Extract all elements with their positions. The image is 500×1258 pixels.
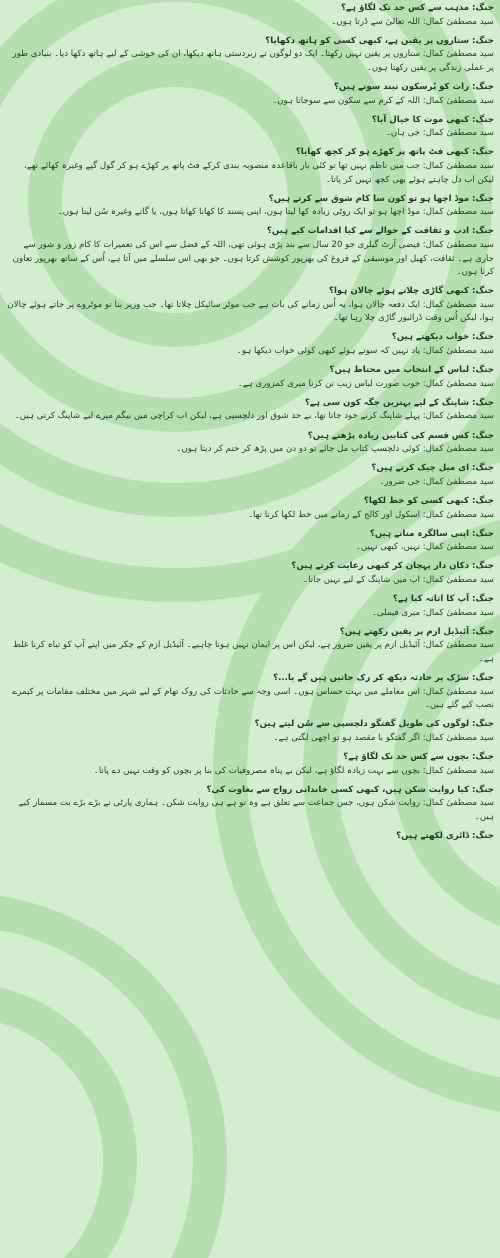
interview-question: جنگ: دکان دار پہچان کر کبھی رعایت کرتے ہیں؟ bbox=[291, 561, 494, 572]
interview-question: جنگ: کبھی موت کا خیال آیا؟ bbox=[371, 114, 494, 125]
interview-answer: سید مصطفیٰ کمال: ستاروں پر یقین نہیں رکھتا۔ ایک دو لوگوں نے زبردستی ہاتھ دیکھا، ان کی خوشی کے لیے ہاتھ دکھا دیا۔ بنیادی طور پر عملی زندگی پر یقین رکھتا ہوں۔ bbox=[12, 49, 494, 73]
interview-answer: سید مصطفیٰ کمال: فیضی آرٹ گیلری جو 20 سال سے بند پڑی ہوئی تھی، اللہ کے فضل سے اس کی تعمیرات کا کام زور و شور سے جاری ہے۔ ثقافت، کھیل اور موسیقی کے فروغ کی بھرپور کوشش کرتا ہوں۔ جو بھی اس سلسلے میں آتا ہے، اُس کے ساتھ بھرپور تعاون کرتا ہوں۔ bbox=[12, 239, 494, 278]
interview-question: جنگ: رات کو پُرسکون نیند سوتے ہیں؟ bbox=[333, 81, 494, 92]
interview-question: جنگ: کبھی گاڑی چلاتے ہوئے چالان ہوا؟ bbox=[329, 286, 494, 297]
decorative-ring bbox=[0, 1000, 120, 1258]
interview-answer: سید مصطفیٰ کمال: نہیں، کبھی نہیں۔ bbox=[355, 542, 494, 553]
interview-answer: سید مصطفیٰ کمال: ایک دفعہ چالان ہوا، یہ اُس زمانے کی بات ہے جب موٹر سائیکل چلاتا تھا۔ جب وزیر بنا تو موٹروے پر جاتے ہوئے چالان ہوا، لیکن اُس وقت ڈرائیور گاڑی چلا رہا تھا۔ bbox=[7, 299, 494, 324]
interview-question: جنگ: کیا روایت شکن ہیں، کبھی کسی خاندانی رواج سے بغاوت کی؟ bbox=[206, 784, 494, 795]
interview-answer: سید مصطفیٰ کمال: اب میں شاپنگ کے لیے نہیں جاتا۔ bbox=[303, 574, 494, 585]
interview-answer: سید مصطفیٰ کمال: پہلے شاپنگ کرنے خود جاتا تھا، بے حد شوق اور دلچسپی ہے، لیکن اب کراچی میں بیگم میرے لیے شاپنگ کرتی ہیں۔ bbox=[14, 411, 494, 422]
interview-answer: سید مصطفیٰ کمال: موڈ اچھا ہو تو ایک روٹی زیادہ کھا لیتا ہوں، اپنی پسند کا کھانا کھاتا ہوں، یا گانے وغیرہ سُن لیتا ہوں۔ bbox=[57, 207, 494, 218]
interview-answer: سید مصطفیٰ کمال: اللہ تعالیٰ سے ڈرتا ہوں۔ bbox=[331, 16, 494, 27]
interview-question: جنگ: ڈائری لکھتے ہیں؟ bbox=[396, 830, 494, 841]
interview-question: جنگ: ادب و ثقافت کے حوالے سے کیا اقدامات کیے ہیں؟ bbox=[266, 226, 494, 237]
interview-question: جنگ: لوگوں کی طویل گفتگو دلچسپی سے سُن لیتے ہیں؟ bbox=[254, 719, 494, 730]
interview-question: جنگ: آئیڈیل ازم پر یقین رکھتے ہیں؟ bbox=[339, 626, 494, 637]
interview-answer: سید مصطفیٰ کمال: روایت شکن ہوں، جس جماعت سے تعلق ہے وہ تو ہے ہی روایت شکن۔ ہماری پارٹی نے بڑے بڑے بت مسمار کیے ہیں۔ bbox=[18, 798, 494, 822]
interview-answer: سید مصطفیٰ کمال: اسکول اور کالج کے زمانے میں خط لکھا کرتا تھا۔ bbox=[247, 509, 494, 520]
interview-answer: سید مصطفیٰ کمال: اس معاملے میں بہت حساس ہوں۔ اسی وجہ سے حادثات کی روک تھام کے لیے شہر میں مختلف مقامات پر کیمرے نصب کیے گئے ہیں۔ bbox=[12, 686, 494, 711]
interview-question: جنگ: آپ کا اثاثہ کیا ہے؟ bbox=[392, 593, 494, 604]
interview-question: جنگ: شاپنگ کے لیے بہترین جگہ کون سی ہے؟ bbox=[304, 397, 494, 408]
interview-question: جنگ: سڑک پر حادثہ دیکھ کر رک جاتیں ہیں گے یا...؟ bbox=[273, 672, 494, 683]
interview-answer: سید مصطفیٰ کمال: کوئی دلچسپ کتاب مل جائے تو دو دن میں پڑھ کر ختم کر دیتا ہوں۔ bbox=[176, 444, 494, 455]
interview-question: جنگ: ای میل چیک کرتے ہیں؟ bbox=[371, 463, 494, 474]
interview-answer: سید مصطفیٰ کمال: جی ضرور۔ bbox=[379, 476, 494, 487]
interview-answer: سید مصطفیٰ کمال: جی ہاں۔ bbox=[385, 128, 494, 139]
interview-answer: سید مصطفیٰ کمال: خوب صورت لباس زیب تن کرنا میری کمزوری ہے۔ bbox=[237, 378, 494, 389]
interview-question: جنگ: خواب دیکھتے ہیں؟ bbox=[391, 332, 494, 343]
interview-answer: سید مصطفیٰ کمال: آئیڈیل ازم پر یقین ضرور ہے، لیکن اس پر ایمان نہیں ہونا چاہیے۔ آئیڈیل ازم کے چکر میں اپنے آپ کو تباہ کرنا غلط ہے۔ bbox=[12, 640, 494, 664]
interview-question: جنگ: کبھی کسی کو خط لکھا؟ bbox=[363, 495, 494, 506]
interview-question: جنگ: موڈ اچھا ہو تو کون سا کام شوق سے کرتے ہیں؟ bbox=[268, 193, 494, 204]
interview-answer: سید مصطفیٰ کمال: اللہ کے کرم سے سکون سے سوجاتا ہوں۔ bbox=[272, 95, 494, 106]
interview-question: جنگ: اپنی سالگرہ مناتے ہیں؟ bbox=[369, 528, 494, 539]
interview-question: جنگ: کس قسم کی کتابیں زیادہ پڑھتے ہیں؟ bbox=[307, 430, 494, 441]
interview-question: جنگ: مذہب سے کس حد تک لگاؤ ہے؟ bbox=[341, 3, 494, 13]
interview-question: جنگ: لباس کے انتخاب میں محتاط ہیں؟ bbox=[329, 365, 494, 376]
interview-question: جنگ: کبھی فٹ پاتھ پر کھڑے ہو کر کچھ کھایا؟ bbox=[295, 147, 494, 158]
interview-answer: سید مصطفیٰ کمال: میری فیملی۔ bbox=[371, 607, 494, 618]
interview-answer: سید مصطفیٰ کمال: یاد نہیں کہ سوتے ہوئے کبھی کوئی خواب دیکھا ہو۔ bbox=[236, 346, 494, 357]
interview-question: جنگ: بچوں سے کس حد تک لگاؤ ہے؟ bbox=[343, 751, 494, 762]
interview-question: جنگ: ستاروں پر یقین ہے، کبھی کسی کو ہاتھ دکھایا؟ bbox=[265, 35, 494, 46]
interview-answer: سید مصطفیٰ کمال: بچوں سے بہت زیادہ لگاؤ ہے، لیکن بے پناہ مصروفیات کی بنا پر بچوں کو وقت نہیں دے پاتا۔ bbox=[93, 765, 494, 776]
interview-answer: سید مصطفیٰ کمال: جب میں ناظم نہیں تھا تو کئی بار باقاعدہ منصوبہ بندی کرکے فٹ پاتھ پر کھڑے ہو کر گول گپے وغیرہ کھائے تھے، لیکن اب دل چاہتے ہوئے بھی کچھ نہیں کر پاتا۔ bbox=[24, 160, 494, 185]
interview-answer: سید مصطفیٰ کمال: اگر گفتگو با مقصد ہو تو اچھی لگتی ہے۔ bbox=[273, 732, 494, 743]
